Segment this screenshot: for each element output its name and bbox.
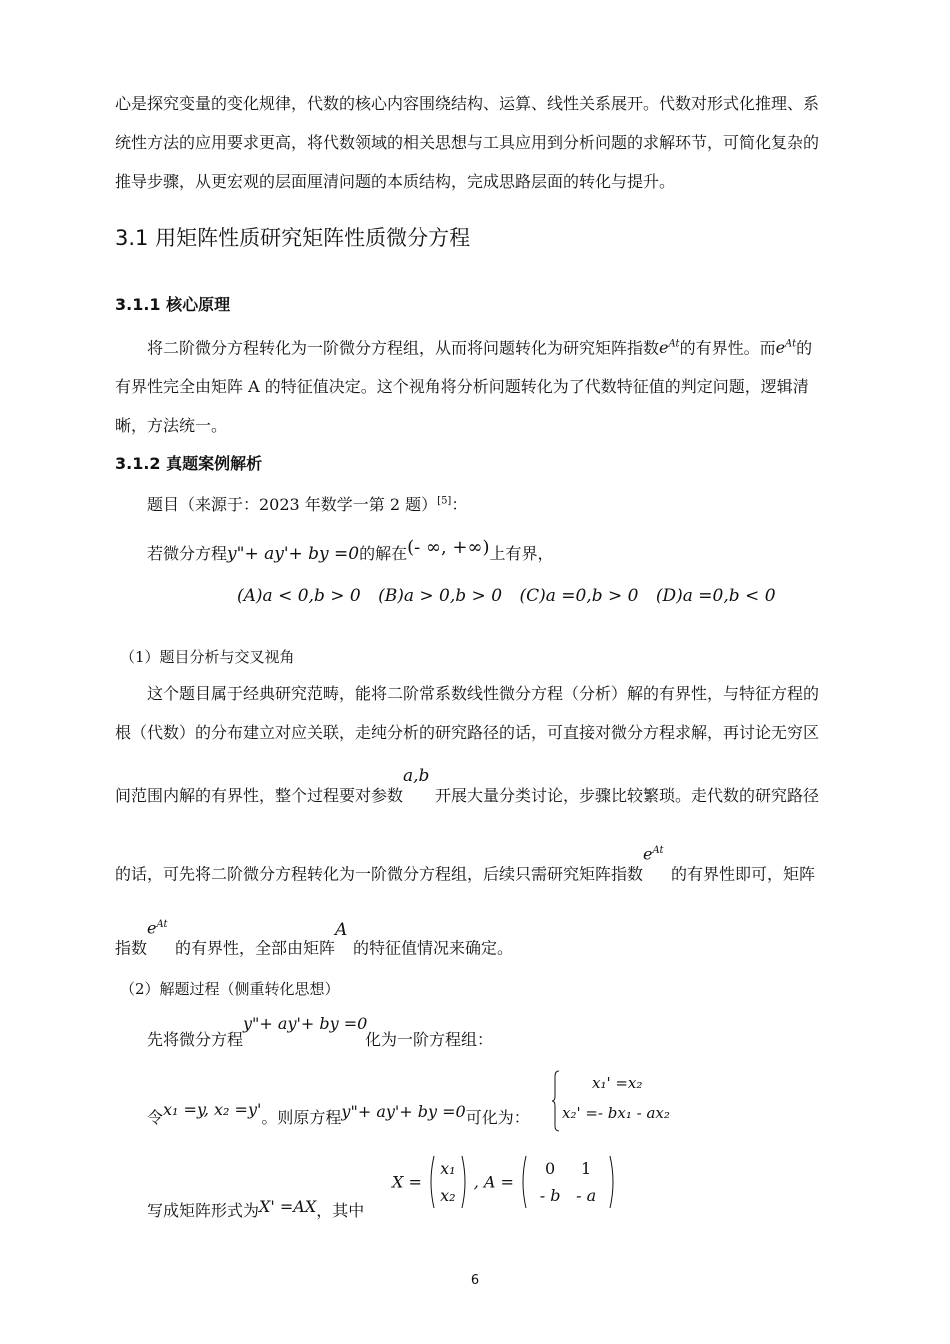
matrix-exponential: $e^{At}$ [659, 338, 680, 358]
substitution-equation: x₁ =y, x₂ =y' [163, 1100, 262, 1119]
matrix-definitions: X = x₁ x₂ , A = 0 1 - b - a [392, 1155, 617, 1211]
page-number: 6 [470, 1273, 480, 1288]
citation: [5] [437, 495, 452, 507]
answer-options [237, 586, 788, 606]
left-brace-icon [552, 1070, 560, 1132]
core-principle-paragraph: 将二阶微分方程转化为一阶微分方程组，从而将问题转化为研究矩阵指数$e^{At}$的有界性。而$e^{At}$的 有界性完全由矩阵 A 的特征值决定。这个视角将分析问题转化为了代数特征值的判定问题，逻辑清 晰，方法统一。 [115, 338, 813, 436]
solution-step-3: 写成矩阵形式为X' =AX，其中 [147, 1197, 365, 1220]
subsection-title-case-analysis: 3.1.2 真题案例解析 [115, 454, 263, 473]
subsection-title-core-principle: 3.1.1 核心原理 [115, 295, 231, 314]
analysis-paragraph-top: 这个题目属于经典研究范畴，能将二阶常系数线性微分方程（分析）解的有界性，与特征方程的 根（代数）的分布建立对应关联，走纯分析的研究路径的话，可直接对微分方程求解，再讨论无穷区 [115, 684, 820, 742]
vector-x: x₁ x₂ [440, 1159, 456, 1205]
option-b: (B)a > 0,b > 0 [378, 586, 503, 606]
analysis-line-exp: 的话，可先将二阶微分方程转化为一阶微分方程组，后续只需研究矩阵指数$e^{At}$的有界性即可，矩阵 [115, 840, 815, 905]
option-d: (D)a =0,b < 0 [655, 586, 776, 606]
solution-step-2: 令x₁ =y, x₂ =y'。则原方程y"+ ay'+ by =0可化为： [147, 1098, 530, 1138]
system-eq-2: x₂' =- bx₁ - ax₂ [562, 1104, 670, 1122]
matrix-equation: X' =AX [259, 1197, 317, 1216]
option-c: (C)a =0,b > 0 [519, 586, 639, 606]
matrix-a-entries: 0 1 - b - a [539, 1159, 597, 1205]
analysis-line-matrix: 指数$e^{At}$的有界性，全部由矩阵A的特征值情况来确定。 [115, 914, 513, 979]
matrix-a: A [335, 920, 348, 941]
solution-step-1: 先将微分方程y"+ ay'+ by =0化为一阶方程组： [147, 1012, 493, 1068]
intro-paragraph: 心是探究变量的变化规律，代数的核心内容围绕结构、运算、线性关系展开。代数对形式化推理、系 统性方法的应用要求更高，将代数领域的相关思想与工具应用到分析问题的求解环节，可简化复杂的 推导步骤，从更宏观的层面厘清问题的本质结构，完成思路层面的转化与提升。 [115, 94, 820, 191]
matrix-exponential: $e^{At}$ [775, 338, 797, 358]
analysis-heading: （1）题目分析与交叉视角 [120, 648, 295, 666]
problem-source: 题目（来源于：2023 年数学一第 2 题）[5]： [147, 495, 468, 514]
ode-equation: y"+ ay'+ by =0 [243, 1014, 368, 1033]
solution-heading: （2）解题过程（侧重转化思想） [120, 980, 340, 998]
system-eq-1: x₁' =x₂ [592, 1074, 643, 1092]
ode-equation: y"+ ay'+ by =0 [227, 544, 360, 564]
right-paren-icon [461, 1155, 469, 1209]
left-paren-icon [519, 1155, 527, 1209]
problem-statement: 若微分方程y"+ ay'+ by =0的解在(- ∞, +∞)上有界， [147, 537, 554, 564]
right-paren-icon [609, 1155, 617, 1209]
matrix-exponential: $e^{At}$ [147, 918, 168, 938]
section-title: 3.1 用矩阵性质研究矩阵性质微分方程 [115, 226, 471, 250]
analysis-line-params: 间范围内解的有界性，整个过程要对参数a,b开展大量分类讨论，步骤比较繁琐。走代数的研究路径 [115, 766, 819, 826]
params-ab: a,b [403, 766, 430, 786]
interval: (- ∞, +∞) [407, 537, 490, 558]
matrix-exponential: $e^{At}$ [643, 844, 664, 864]
left-paren-icon [427, 1155, 435, 1209]
option-a: (A)a < 0,b > 0 [237, 586, 361, 606]
ode-equation: y"+ ay'+ by =0 [341, 1102, 466, 1121]
ode-system [552, 1070, 692, 1132]
